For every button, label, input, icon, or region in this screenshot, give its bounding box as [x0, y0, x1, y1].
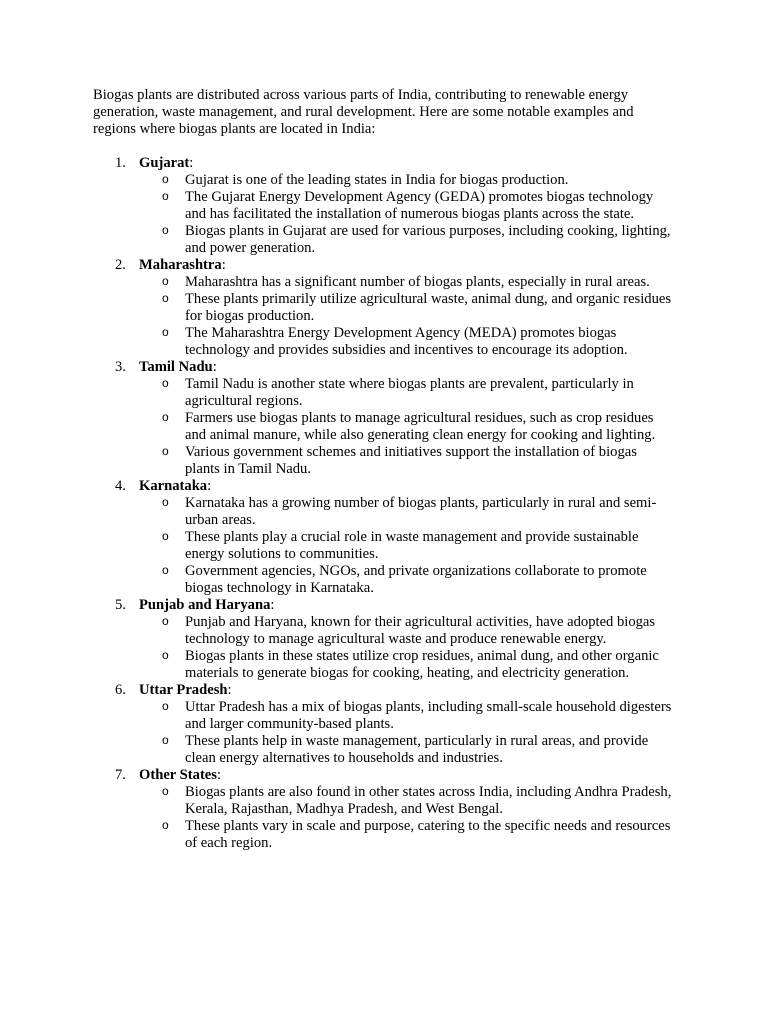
- region-number: 5.: [115, 597, 126, 613]
- region-name: Tamil Nadu: [139, 359, 213, 375]
- region-number: 6.: [115, 682, 126, 698]
- list-item-point: [139, 648, 673, 682]
- list-item-point: [139, 274, 673, 291]
- list-item-point: [139, 291, 673, 325]
- region-number: 1.: [115, 155, 126, 171]
- list-item-point: [139, 325, 673, 359]
- list-item-region: [93, 767, 673, 852]
- list-item-point: [139, 223, 673, 257]
- point-text: These plants help in waste management, particularly in rural areas, and provide clean energy alternatives to households and industries.: [185, 733, 649, 766]
- regions-list: [93, 155, 673, 852]
- region-points-list: [139, 784, 673, 852]
- hollow-bullet-icon: o: [162, 325, 169, 339]
- list-item-point: [139, 699, 673, 733]
- hollow-bullet-icon: o: [162, 818, 169, 832]
- point-text: Tamil Nadu is another state where biogas plants are prevalent, particularly in agricultural regions.: [185, 376, 634, 409]
- region-points-list: [139, 614, 673, 682]
- hollow-bullet-icon: o: [162, 189, 169, 203]
- list-item-point: [139, 444, 673, 478]
- region-colon: :: [221, 257, 226, 273]
- point-text: These plants vary in scale and purpose, catering to the specific needs and resources of each region.: [185, 818, 671, 851]
- hollow-bullet-icon: o: [162, 648, 169, 662]
- point-text: Various government schemes and initiatives support the installation of biogas plants in Tamil Nadu.: [185, 444, 637, 477]
- hollow-bullet-icon: o: [162, 563, 169, 577]
- hollow-bullet-icon: o: [162, 274, 169, 288]
- hollow-bullet-icon: o: [162, 376, 169, 390]
- region-points-list: [139, 376, 673, 478]
- region-name: Karnataka: [139, 478, 208, 494]
- list-item-point: [139, 784, 673, 818]
- region-colon: :: [216, 767, 222, 783]
- list-item-point: [139, 614, 673, 648]
- region-points-list: [139, 495, 673, 597]
- hollow-bullet-icon: o: [162, 410, 169, 424]
- point-text: Biogas plants are also found in other states across India, including Andhra Pradesh, Kerala, Rajasthan, Madhya Pradesh, and West Bengal.: [185, 784, 672, 817]
- list-item-point: [139, 172, 673, 189]
- point-text: Government agencies, NGOs, and private organizations collaborate to promote biogas technology in Karnataka.: [185, 563, 647, 596]
- list-item-point: [139, 529, 673, 563]
- point-text: The Gujarat Energy Development Agency (GEDA) promotes biogas technology and has facilitated the installation of numerous biogas plants across the state.: [185, 189, 654, 222]
- point-text: These plants primarily utilize agricultural waste, animal dung, and organic residues for biogas production.: [185, 291, 672, 324]
- region-points-list: [139, 172, 673, 257]
- list-item-point: [139, 563, 673, 597]
- hollow-bullet-icon: o: [162, 172, 169, 186]
- hollow-bullet-icon: o: [162, 529, 169, 543]
- region-points-list: [139, 699, 673, 767]
- region-number: 7.: [115, 767, 126, 783]
- region-name: Other States: [139, 767, 217, 783]
- point-text: These plants play a crucial role in waste management and provide sustainable energy solutions to communities.: [185, 529, 639, 562]
- hollow-bullet-icon: o: [162, 699, 169, 713]
- region-colon: :: [207, 478, 212, 494]
- hollow-bullet-icon: o: [162, 223, 169, 237]
- region-colon: :: [212, 359, 217, 375]
- list-item-region: [93, 597, 673, 682]
- point-text: Gujarat is one of the leading states in India for biogas production.: [185, 172, 569, 188]
- hollow-bullet-icon: o: [162, 733, 169, 747]
- list-item-point: [139, 495, 673, 529]
- region-number: 2.: [115, 257, 126, 273]
- hollow-bullet-icon: o: [162, 495, 169, 509]
- region-name: Uttar Pradesh: [139, 682, 228, 698]
- list-item-region: [93, 682, 673, 767]
- point-text: Maharashtra has a significant number of biogas plants, especially in rural areas.: [185, 274, 650, 290]
- list-item-point: [139, 376, 673, 410]
- hollow-bullet-icon: o: [162, 444, 169, 458]
- point-text: Uttar Pradesh has a mix of biogas plants, including small-scale household digesters and larger community-based plants.: [185, 699, 672, 732]
- point-text: The Maharashtra Energy Development Agency (MEDA) promotes biogas technology and provides subsidies and incentives to encourage its adoption.: [185, 325, 628, 358]
- hollow-bullet-icon: o: [162, 614, 169, 628]
- region-name: Gujarat: [139, 155, 190, 171]
- list-item-region: [93, 478, 673, 597]
- point-text: Karnataka has a growing number of biogas plants, particularly in rural and semi-urban areas.: [185, 495, 657, 528]
- list-item-point: [139, 410, 673, 444]
- region-name: Punjab and Haryana: [139, 597, 271, 613]
- region-colon: :: [227, 682, 232, 698]
- region-number: 3.: [115, 359, 126, 375]
- point-text: Biogas plants in these states utilize crop residues, animal dung, and other organic materials to generate biogas for cooking, heating, and electricity generation.: [185, 648, 659, 681]
- region-points-list: [139, 274, 673, 359]
- point-text: Farmers use biogas plants to manage agricultural residues, such as crop residues and animal manure, while also generating clean energy for cooking and lighting.: [185, 410, 656, 443]
- intro-paragraph: Biogas plants are distributed across various parts of India, contributing to renewable energy generation, waste management, and rural development. Here are some notable examples and regions where biogas plants are located in India:: [93, 87, 634, 137]
- region-colon: :: [189, 155, 194, 171]
- point-text: Punjab and Haryana, known for their agricultural activities, have adopted biogas technology to manage agricultural waste and produce renewable energy.: [185, 614, 656, 647]
- list-item-region: [93, 359, 673, 478]
- list-item-region: [93, 257, 673, 359]
- list-item-point: [139, 818, 673, 852]
- list-item-region: [93, 155, 673, 257]
- hollow-bullet-icon: o: [162, 291, 169, 305]
- point-text: Biogas plants in Gujarat are used for various purposes, including cooking, lighting, and power generation.: [185, 223, 671, 256]
- list-item-point: [139, 189, 673, 223]
- region-number: 4.: [115, 478, 126, 494]
- list-item-point: [139, 733, 673, 767]
- region-name: Maharashtra: [139, 257, 222, 273]
- hollow-bullet-icon: o: [162, 784, 169, 798]
- region-colon: :: [270, 597, 275, 613]
- document-page: [93, 87, 673, 852]
